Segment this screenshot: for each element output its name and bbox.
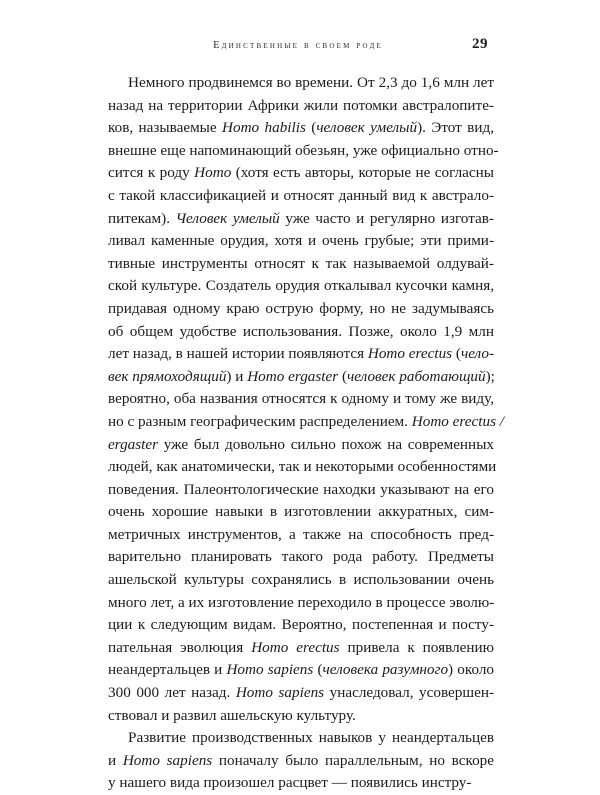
text-line	[108, 366, 494, 389]
text-line	[108, 185, 494, 208]
italic-term: чело-	[460, 345, 495, 363]
text-run: варительно планировать такого рода работу. Предметы	[108, 548, 494, 566]
text-line	[108, 659, 494, 682]
text-run: );	[485, 367, 495, 385]
italic-term: Homo erectus /	[411, 412, 504, 430]
text-line	[108, 705, 494, 728]
text-run: привела к появлению	[339, 638, 494, 656]
text-run: внешне еще напоминающий обезьян, уже официально отно-	[108, 141, 499, 159]
text-run: назад на территории Африки жили потомки австралопите-	[108, 96, 494, 114]
text-line	[108, 501, 494, 524]
text-line	[108, 614, 494, 637]
chapter-running-title: Единственные в своем роде	[213, 40, 383, 51]
text-line	[108, 298, 494, 321]
text-line	[108, 162, 494, 185]
text-run: вероятно, оба названия относятся к одному и тому же виду,	[108, 390, 494, 408]
italic-term: Homo sapiens	[122, 751, 213, 769]
text-line	[108, 388, 494, 411]
italic-term: век прямоходящий	[108, 367, 227, 385]
italic-term: человека разумного	[322, 661, 449, 679]
text-line	[108, 772, 494, 795]
text-line	[108, 434, 494, 457]
text-run: ков, называемые	[108, 119, 223, 137]
text-run: пательная эволюция	[108, 638, 252, 656]
italic-term: Человек умелый	[175, 209, 280, 227]
text-line	[108, 230, 494, 253]
italic-term: Homo	[194, 164, 232, 182]
page-number: 29	[472, 36, 488, 52]
paragraph	[108, 72, 504, 727]
text-run: уже часто и регулярно изготав-	[279, 209, 494, 227]
text-line	[108, 72, 494, 95]
text-run: лет назад, в нашей истории появляются	[108, 345, 368, 363]
text-run: об общем удобстве использования. Позже, около 1,9 млн	[108, 322, 494, 340]
text-line	[108, 456, 497, 479]
text-run: ции к следующим видам. Вероятно, постепенная и посту-	[108, 616, 494, 634]
text-line	[108, 750, 494, 773]
text-line	[108, 592, 494, 615]
text-run: ) и	[226, 367, 248, 385]
text-run: поначалу было параллельным, но вскоре	[212, 751, 494, 769]
text-run: Немного продвинемся во времени. От 2,3 до 1,6 млн лет	[128, 74, 494, 91]
text-line	[108, 569, 494, 592]
italic-term: Homo erectus	[367, 345, 453, 363]
text-run: поведения. Палеонтологические находки указывают на его	[108, 480, 494, 498]
italic-term: Homo sapiens	[235, 684, 325, 702]
text-run: 300 000 лет назад.	[108, 684, 236, 702]
text-run: ). Этот вид,	[417, 119, 494, 137]
text-run: (	[452, 345, 461, 363]
text-line	[108, 343, 494, 366]
text-run: (хотя есть авторы, которые не согласны	[231, 164, 494, 182]
text-run: питекам).	[108, 209, 176, 227]
text-line	[108, 524, 494, 547]
italic-term: Homo habilis	[222, 119, 306, 137]
text-run: но с разным географическим распределением.	[108, 412, 412, 430]
text-run: придавая одному краю острую форму, но не задумываясь	[108, 299, 494, 317]
text-line	[108, 117, 494, 140]
text-run: у нашего вида произошел расцвет — появились инстру-	[108, 774, 472, 792]
text-line	[108, 275, 494, 298]
italic-term: Homo ergaster	[247, 367, 339, 385]
text-run: (	[338, 367, 348, 385]
italic-term: ergaster	[108, 435, 159, 453]
text-run: метричных инструментов, а также на способность пред-	[108, 525, 494, 543]
italic-term: человек умелый	[316, 119, 418, 137]
text-run: неандертальцев и	[108, 661, 227, 679]
text-run: людей, как анатомически, так и некоторыми особенностями	[108, 458, 497, 476]
text-run: Развитие производственных навыков у неандертальцев	[128, 729, 494, 747]
italic-term: Homo erectus	[251, 638, 340, 656]
text-line	[108, 411, 504, 434]
text-run: сится к роду	[108, 164, 195, 182]
text-run: тивные инструменты относят к так называемой олдувай-	[108, 254, 494, 272]
text-run: уже был довольно сильно похож на современных	[158, 435, 494, 453]
text-line	[108, 95, 494, 118]
running-header	[108, 36, 488, 58]
text-run: ской культуре. Создатель орудия откалывал кусочки камня,	[108, 277, 494, 295]
body-text	[108, 72, 504, 795]
text-line	[108, 546, 494, 569]
text-run: очень хорошие навыки в изготовлении аккуратных, сим-	[108, 503, 494, 521]
text-line	[108, 479, 494, 502]
text-line	[108, 637, 494, 660]
text-run: ливал каменные орудия, хотя и очень грубые; эти прими-	[108, 232, 494, 250]
text-run: (	[305, 119, 317, 137]
text-run: (	[313, 661, 323, 679]
text-line	[108, 208, 494, 231]
italic-term: человек работающий	[347, 367, 486, 385]
italic-term: Homo sapiens	[226, 661, 314, 679]
text-run: много лет, а их изготовление переходило в процессе эволю-	[108, 593, 495, 611]
paragraph	[108, 727, 494, 795]
text-line	[108, 321, 494, 344]
text-run: ашельской культуры сохранялись в использовании очень	[108, 571, 494, 589]
text-run: и	[108, 751, 123, 769]
text-line	[108, 727, 494, 750]
text-run: с такой классификацией и относят данный вид к австрало-	[108, 186, 494, 204]
text-line	[108, 253, 494, 276]
text-line	[108, 140, 499, 163]
text-line	[108, 682, 494, 705]
text-run: унаследовал, усовершен-	[324, 684, 494, 702]
text-run: ствовал и развил ашельскую культуру.	[108, 706, 356, 724]
text-run: ) около	[448, 661, 495, 679]
